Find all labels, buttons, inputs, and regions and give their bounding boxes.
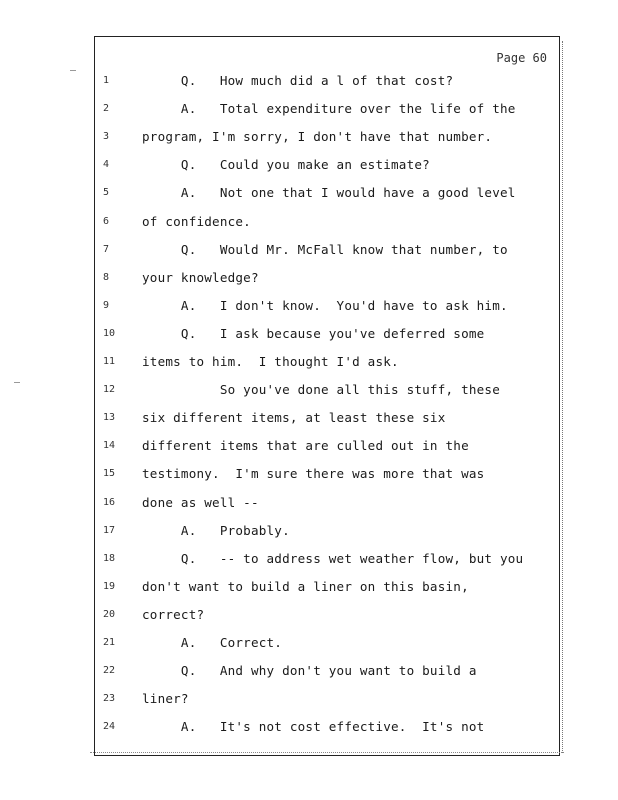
margin-mark <box>70 70 76 71</box>
transcript-line: liner? <box>142 691 189 707</box>
line-number: 11 <box>103 356 116 367</box>
line-number: 3 <box>103 131 110 143</box>
line-number: 9 <box>103 299 110 311</box>
line-number: 24 <box>103 721 116 733</box>
transcript-line: So you've done all this stuff, these <box>142 382 500 398</box>
line-number: 17 <box>103 524 116 536</box>
transcript-line: different items that are culled out in the <box>142 438 469 454</box>
line-number: 12 <box>103 384 116 396</box>
transcript-line: A. Not one that I would have a good level <box>142 185 516 201</box>
transcript-line: items to him. I thought I'd ask. <box>142 354 399 369</box>
transcript-line: program, I'm sorry, I don't have that number. <box>142 129 493 145</box>
transcript-line: A. It's not cost effective. It's not <box>142 719 485 735</box>
page-number: Page 60 <box>496 51 547 65</box>
transcript-line: testimony. I'm sure there was more that was <box>142 466 485 482</box>
line-number: 18 <box>103 552 116 564</box>
transcript-line: done as well -- <box>142 494 259 510</box>
transcript-line: Q. And why don't you want to build a <box>142 663 477 679</box>
line-number: 5 <box>103 187 110 199</box>
line-number: 23 <box>103 693 116 705</box>
line-number: 4 <box>103 159 110 171</box>
line-number: 1 <box>103 75 110 86</box>
transcript-line: A. Correct. <box>142 635 283 650</box>
line-number: 19 <box>103 580 116 592</box>
bottom-divider <box>90 752 564 753</box>
line-number: 22 <box>103 665 116 677</box>
margin-mark <box>14 382 20 383</box>
line-number: 13 <box>103 412 116 424</box>
transcript-line: of confidence. <box>142 213 251 229</box>
transcript-line: Q. Would Mr. McFall know that number, to <box>142 241 508 257</box>
transcript-line: A. Probably. <box>142 522 290 538</box>
transcript-line: six different items, at least these six <box>142 410 446 426</box>
line-number: 20 <box>103 608 116 620</box>
line-number: 14 <box>103 440 116 452</box>
line-number: 15 <box>103 468 116 480</box>
line-number: 6 <box>103 215 110 227</box>
transcript-line: A. I don't know. You'd have to ask him. <box>142 297 508 313</box>
transcript-line: Q. -- to address wet weather flow, but you <box>142 550 524 566</box>
transcript-line: correct? <box>142 606 205 622</box>
transcript-line: Q. How much did a l of that cost? <box>142 73 454 88</box>
transcript-line: A. Total expenditure over the life of the <box>142 101 516 117</box>
transcript-line: Q. I ask because you've deferred some <box>142 325 485 341</box>
transcript-line: your knowledge? <box>142 269 259 285</box>
line-number: 7 <box>103 243 110 255</box>
line-number: 16 <box>103 496 116 508</box>
line-number: 8 <box>103 271 110 283</box>
line-number: 21 <box>103 637 116 648</box>
transcript-line: don't want to build a liner on this basin, <box>142 578 469 594</box>
line-number: 2 <box>103 103 110 115</box>
transcript-line: Q. Could you make an estimate? <box>142 157 430 173</box>
line-number: 10 <box>103 327 116 339</box>
